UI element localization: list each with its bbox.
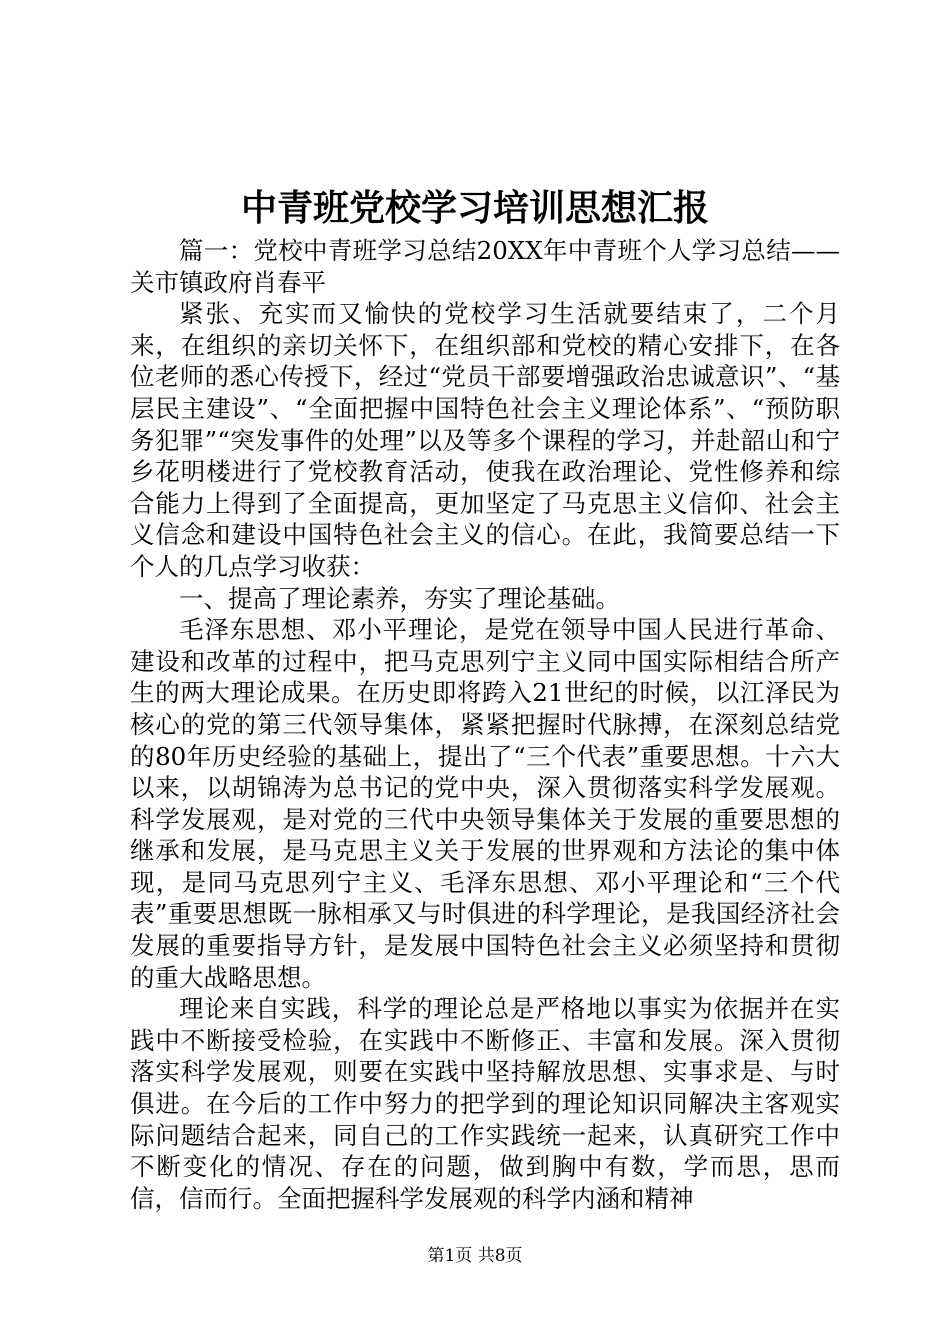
paragraph-intro: 紧张、充实而又愉快的党校学习生活就要结束了，二个月来，在组织的亲切关怀下，在组织部和党校的精心安排下，在各位老师的悉心传授下，经过“党员干部要增强政治忠诚意识”、“基层民主建设”、“全面把握中国特色社会主义理论体系”、“预防职务犯罪”“突发事件的处理”以及等多个课程的学习，并赴韶山和宁乡花明楼进行了党校教育活动，使我在政治理论、党性修养和综合能力上得到了全面提高，更加坚定了马克思主义信仰、社会主义信念和建设中国特色社会主义的信心。在此，我简要总结一下个人的几点学习收获： (130, 299, 840, 581)
paragraph-theory: 毛泽东思想、邓小平理论，是党在领导中国人民进行革命、建设和改革的过程中，把马克思列宁主义同中国实际相结合所产生的两大理论成果。在历史即将跨入21世纪的时候，以江泽民为核心的党的第三代领导集体，紧紧把握时代脉搏，在深刻总结党的80年历史经验的基础上，提出了“三个代表”重要思想。十六大以来，以胡锦涛为总书记的党中央，深入贯彻落实科学发展观。科学发展观，是对党的三代中央领导集体关于发展的重要思想的继承和发展，是马克思主义关于发展的世界观和方法论的集中体现，是同马克思列宁主义、毛泽东思想、邓小平理论和“三个代表”重要思想既一脉相承又与时俱进的科学理论，是我国经济社会发展的重要指导方针，是发展中国特色社会主义必须坚持和贯彻的重大战略思想。 (130, 615, 840, 992)
page-footer: 第1页 共8页 (427, 1246, 523, 1266)
paragraph-subheading-1: 一、提高了理论素养，夯实了理论基础。 (179, 583, 620, 613)
document-body (130, 235, 840, 1214)
paragraph-heading-section-1: 篇一：党校中青班学习总结20XX年中青班个人学习总结——关市镇政府肖春平 (130, 236, 840, 297)
paragraph-practice: 理论来自实践，科学的理论总是严格地以事实为依据并在实践中不断接受检验，在实践中不断修正、丰富和发展。深入贯彻落实科学发展观，则要在实践中坚持解放思想、实事求是、与时俱进。在今后的工作中努力的把学到的理论知识同解决主客观实际问题结合起来，同自己的工作实践统一起来，认真研究工作中不断变化的情况、存在的问题，做到胸中有数，学而思，思而信，信而行。全面把握科学发展观的科学内涵和精神 (130, 994, 840, 1213)
document-title: 中青班党校学习培训思想汇报 (240, 187, 709, 229)
